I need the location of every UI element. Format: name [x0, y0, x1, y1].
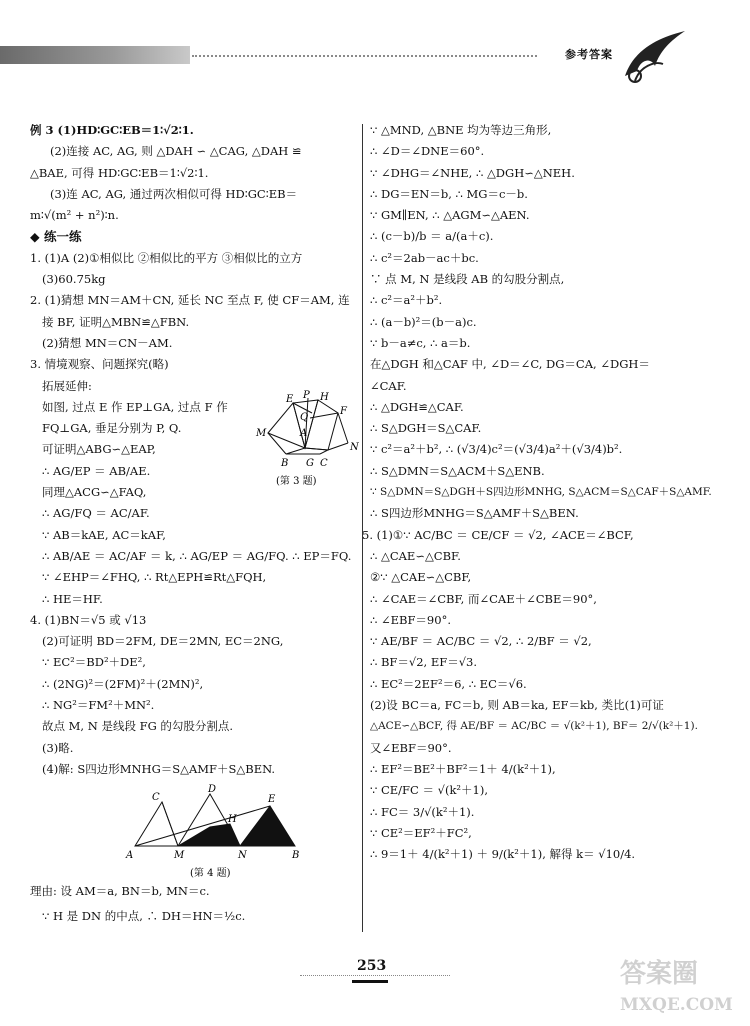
section-heading: ◆ 练一练: [30, 229, 82, 245]
text-line: 理由: 设 AM＝a, BN＝b, MN＝c.: [30, 884, 210, 898]
text-line: ∴ S△DGH＝S△CAF.: [370, 421, 482, 436]
watermark-logo-icon: [612, 950, 742, 1020]
figure-4-caption: (第 4 题): [190, 868, 231, 879]
label-H: H: [320, 392, 329, 403]
text-line: 2. (1)猜想 MN＝AM＋CN, 延长 NC 至点 F, 使 CF＝AM, 连: [30, 293, 350, 308]
label-N: N: [238, 850, 247, 861]
text-line: ∴ AB/AE ＝ AC/AF ＝ k, ∴ AG/EP ＝ AG/FQ. ∴ EP＝FQ.: [42, 548, 352, 563]
text-line: ∵ CE²＝EF²＋FC²,: [370, 825, 472, 840]
text-line: ∵ c²＝a²＋b², ∴ (√3/4)c²＝(√3/4)a²＋(√3/4)b².: [370, 442, 623, 457]
text-line: ∵ ∠DHG＝∠NHE, ∴ △DGH∽△NEH.: [370, 165, 575, 180]
label-G: G: [306, 458, 314, 469]
text-line: ∴ S△DMN＝S△ACM＋S△ENB.: [370, 463, 545, 478]
right-column: [362, 120, 730, 865]
text-line: 同理△ACG∽△FAQ,: [42, 485, 147, 500]
text-line: 3. 情境观察、问题探究(略): [30, 357, 169, 372]
label-E: E: [286, 394, 294, 405]
text-line: ∴ AG/EP ＝ AB/AE.: [42, 463, 151, 478]
text-line: ∠CAF.: [370, 378, 407, 393]
text-line: ∴ ∠EBF＝90°.: [370, 612, 451, 627]
text-line: ∴ ∠D＝∠DNE＝60°.: [370, 144, 485, 159]
text-line: 4. (1)BN＝√5 或 √13: [30, 612, 147, 627]
text-line: 接 BF, 证明△MBN≌△FBN.: [42, 314, 190, 329]
text-line: (4)解: S四边形MNHG＝S△AMF＋S△BEN.: [42, 761, 276, 776]
text-line: ∵ AE/BF ＝ AC/BC ＝ √2, ∴ 2/BF ＝ √2,: [370, 634, 592, 649]
text-line: ∵ S△DMN＝S△DGH＋S四边形MNHG, S△ACM＝S△CAF＋S△AMF.: [370, 486, 712, 499]
text-line: FQ⊥GA, 垂足分别为 P, Q.: [42, 421, 182, 436]
figure-4-diagram: [120, 784, 310, 884]
text-line: ∵ b－a≠c, ∴ a＝b.: [370, 335, 471, 350]
figure-3-diagram: [248, 388, 360, 488]
text-line: ∵ GM∥EN, ∴ △AGM∽△AEN.: [370, 208, 530, 223]
text-line: (2)连接 AC, AG, 则 △DAH ∽ △CAG, △DAH ≌: [50, 144, 302, 159]
header-dotted-rule: [192, 55, 537, 57]
label-C: C: [152, 792, 160, 803]
text-line: (3)略.: [42, 740, 74, 755]
label-H: H: [228, 814, 237, 825]
swirl-logo-icon: [615, 26, 695, 86]
text-line: ∴ △CAE∽△CBF.: [370, 548, 461, 563]
text-line: ∴ NG²＝FM²＋MN².: [42, 698, 155, 713]
svg-text:答案圈: 答案圈: [620, 959, 699, 989]
page-number: 253: [357, 958, 387, 974]
header-bar: [0, 46, 190, 64]
text-line: 又∠EBF＝90°.: [370, 740, 452, 755]
text-line: ∴ c²＝2ab－ac＋bc.: [370, 250, 479, 265]
text-line: 例 3 (1)HD∶GC∶EB＝1∶√2∶1.: [30, 123, 194, 137]
text-line: ∴ HE＝HF.: [42, 591, 103, 606]
text-line: ∴ c²＝a²＋b².: [370, 293, 443, 308]
label-M: M: [174, 850, 185, 861]
text-line: ∵ 点 M, N 是线段 AB 的勾股分割点,: [370, 272, 565, 287]
label-D: D: [208, 784, 217, 795]
label-M: M: [256, 428, 267, 439]
text-line: ∴ (a－b)²＝(b－a)c.: [370, 314, 477, 329]
text-line: 拓展延伸:: [42, 378, 92, 393]
header-title: 参考答案: [565, 48, 613, 61]
text-line: ∴ BF＝√2, EF＝√3.: [370, 655, 478, 670]
text-line: △BAE, 可得 HD∶GC∶EB＝1∶√2∶1.: [30, 165, 209, 180]
text-line: ∴ FC＝ 3/√(k²＋1).: [370, 804, 475, 819]
label-Q: Q: [300, 412, 309, 423]
text-line: m∶√(m² + n²)∶n.: [30, 208, 119, 223]
text-line: 如图, 过点 E 作 EP⊥GA, 过点 F 作: [42, 399, 228, 414]
text-line: ∴ AG/FQ ＝ AC/AF.: [42, 506, 150, 521]
figure-3-caption: (第 3 题): [276, 476, 317, 487]
text-line: ∴ S四边形MNHG＝S△AMF＋S△BEN.: [370, 506, 579, 521]
text-line: ∵ EC²＝BD²＋DE²,: [42, 655, 146, 670]
text-line: (3)60.75kg: [42, 272, 106, 287]
label-C: C: [320, 458, 328, 469]
text-line: 在△DGH 和△CAF 中, ∠D＝∠C, DG＝CA, ∠DGH＝: [370, 357, 650, 372]
text-line: ∴ (c－b)/b ＝ a/(a＋c).: [370, 229, 494, 244]
label-F: F: [340, 406, 347, 417]
text-line: ∴ EC²＝2EF²＝6, ∴ EC＝√6.: [370, 676, 527, 691]
label-E: E: [268, 794, 276, 805]
text-line: ∴ EF²＝BE²＋BF²＝1＋ 4/(k²＋1),: [370, 761, 556, 776]
text-line: (2)猜想 MN＝CN－AM.: [42, 335, 173, 350]
text-line: 1. (1)A (2)①相似比 ②相似比的平方 ③相似比的立方: [30, 250, 303, 265]
page-number-underline: [352, 980, 388, 983]
text-line: (3)连 AC, AG, 通过两次相似可得 HD∶GC∶EB＝: [50, 186, 298, 201]
text-line: ∴ 9＝1＋ 4/(k²＋1) ＋ 9/(k²＋1), 解得 k＝ √10/4.: [370, 847, 636, 862]
text-line: 故点 M, N 是线段 FG 的勾股分割点.: [42, 719, 234, 734]
text-line: 5. (1)①∵ AC/BC ＝ CE/CF ＝ √2, ∠ACE＝∠BCF,: [362, 527, 634, 542]
text-line: ∴ △DGH≌△CAF.: [370, 399, 464, 414]
label-A: A: [126, 850, 134, 861]
text-line: ∴ DG＝EN＝b, ∴ MG＝c－b.: [370, 186, 528, 201]
text-line: (2)可证明 BD＝2FM, DE＝2MN, EC＝2NG,: [42, 634, 284, 649]
label-A: A: [300, 428, 308, 439]
text-line: ②∵ △CAE∽△CBF,: [370, 570, 472, 585]
text-line: ∵ ∠EHP＝∠FHQ, ∴ Rt△EPH≌Rt△FQH,: [42, 570, 267, 585]
label-B: B: [292, 850, 300, 861]
text-line: ∵ CE/FC ＝ √(k²＋1),: [370, 783, 488, 798]
label-P: P: [303, 390, 310, 401]
label-N: N: [350, 442, 359, 453]
text-line: △ACE∽△BCF, 得 AE/BF ＝ AC/BC ＝ √(k²＋1), BF＝ 2/√(k²＋1).: [370, 720, 698, 733]
label-B: B: [281, 458, 289, 469]
svg-text:MXQE.COM: MXQE.COM: [620, 995, 733, 1015]
text-line: 可证明△ABG∽△EAP,: [42, 442, 156, 457]
text-line: ∴ (2NG)²＝(2FM)²＋(2MN)²,: [42, 676, 204, 691]
text-line: ∵ H 是 DN 的中点, ∴ DH＝HN＝½c.: [42, 909, 246, 923]
text-line: ∵ △MND, △BNE 均为等边三角形,: [370, 123, 552, 137]
text-line: ∵ AB＝kAE, AC＝kAF,: [42, 527, 166, 542]
text-line: ∴ ∠CAE＝∠CBF, 而∠CAE＋∠CBE＝90°,: [370, 591, 597, 606]
text-line: (2)设 BC＝a, FC＝b, 则 AB＝ka, EF＝kb, 类比(1)可证: [370, 698, 664, 713]
footer-dotted-rule: [300, 975, 450, 976]
